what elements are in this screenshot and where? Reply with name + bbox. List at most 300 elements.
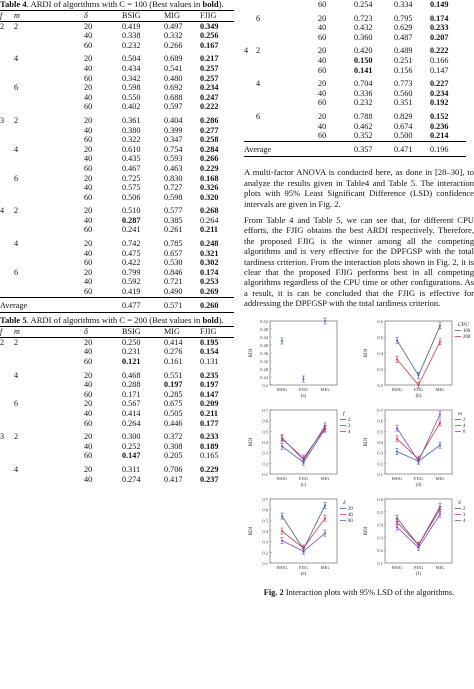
table-cell: 0.147 [122, 451, 141, 461]
data-point [324, 504, 326, 506]
table5 [0, 326, 234, 484]
table-cell: 0.227 [430, 79, 449, 89]
header-f: f [0, 11, 14, 22]
table-cell: 4 [14, 239, 19, 249]
subplot-label: (b) [415, 393, 422, 399]
y-tick-label: 0.2 [377, 547, 383, 553]
right-column [244, 0, 474, 597]
table-cell: 0.829 [394, 111, 413, 121]
table-cell [256, 33, 318, 43]
table-row [0, 337, 234, 347]
y-tick-label: 0.44 [260, 334, 268, 340]
table-cell: 2 [14, 21, 19, 31]
table-cell: 0.785 [164, 239, 183, 249]
table-cell: 4 [14, 144, 19, 154]
table5-caption: Table 5. ARDI of algorithms with C = 200 (Best values in bold). [0, 315, 224, 326]
table-cell [14, 249, 84, 259]
y-tick-label: 0.4 [377, 439, 383, 445]
table-cell: 0.799 [122, 267, 141, 277]
table-cell: 60 [318, 98, 327, 108]
x-tick-label: FJIG [413, 386, 424, 392]
table-cell: 20 [84, 370, 93, 380]
table-cell: 6 [256, 111, 261, 121]
table-cell: 40 [84, 380, 93, 390]
table-cell: 60 [84, 135, 93, 145]
paragraph-results: From Table 4 and Table 5, we can see that, for different CPU efforts, the FJIG obtains the best ARDI respectively. Therefore, the proposed FJIG is the winner among all the competing algorithms and is very effective for the DPFGSP with the total tardiness criterion. From the interaction plots shown in Fig. 2, it is clear that the proposed FJIG performs best in all competing algorithms regardless of the CPU time or other configurations. As a result, it is can be concluded that the FJIG is effective for addressing the DPFGSP with the total tardiness criterion. [244, 214, 474, 309]
table-cell [256, 98, 318, 108]
table-cell: 0.352 [354, 131, 373, 141]
y-tick-label: 0.5 [262, 428, 268, 434]
table-cell: 0.121 [122, 357, 141, 366]
table-cell: 0.704 [354, 79, 373, 89]
subplot-label: (a) [300, 393, 307, 399]
y-tick-label: 0.3 [262, 539, 268, 545]
table-cell: 0.689 [164, 54, 183, 64]
series-line [397, 509, 440, 545]
table-cell: 0.727 [164, 183, 183, 193]
table-cell: 0.150 [354, 55, 373, 65]
table-cell [0, 409, 14, 419]
table-cell: 4 [14, 54, 19, 64]
table-cell: 0.419 [122, 21, 141, 31]
interaction-plots [244, 315, 474, 583]
table-cell: 0.351 [394, 98, 413, 108]
table-cell: 0.320 [200, 192, 219, 202]
table-cell: 0.252 [122, 441, 141, 451]
table-cell: 0.258 [200, 135, 219, 145]
legend-label: 4 [463, 423, 466, 429]
y-axis-label: RDI [364, 526, 369, 535]
table-cell: 0.154 [200, 347, 219, 357]
table-cell: 0.192 [430, 98, 449, 108]
table-cell: 0.322 [122, 135, 141, 145]
y-tick-label: 0.32 [260, 358, 268, 364]
table-cell: 0.434 [122, 63, 141, 73]
table-cell: 60 [84, 192, 93, 202]
figure-2 [244, 315, 474, 597]
data-point [396, 521, 398, 523]
table-cell [0, 461, 14, 475]
legend-title: CPU [458, 321, 469, 328]
table-cell: 40 [84, 441, 93, 451]
table-cell: 0.286 [200, 115, 219, 125]
x-tick-label: FJIG [413, 564, 424, 570]
table-row [244, 42, 466, 56]
table-cell: 0.149 [430, 0, 449, 9]
table-row [244, 75, 466, 89]
table-cell: 0.361 [122, 115, 141, 125]
y-axis-label: RDI [249, 526, 254, 535]
data-point [418, 384, 420, 386]
table-row [0, 347, 234, 357]
table-cell [256, 89, 318, 99]
table-cell: 4 [256, 79, 261, 89]
table-row [0, 74, 234, 84]
table-cell: 60 [84, 357, 93, 366]
table-cell: 0.264 [200, 215, 219, 225]
table-cell [0, 102, 14, 112]
subplot-label: (e) [300, 571, 307, 577]
table-row [244, 33, 466, 43]
table-row [0, 145, 234, 155]
table-cell: 2 [14, 432, 19, 442]
table-row [0, 380, 234, 390]
y-tick-label: 0.5 [262, 517, 268, 523]
table-cell: 0.446 [164, 418, 183, 428]
y-tick-label: 0.5 [377, 509, 383, 515]
table-cell [256, 131, 318, 141]
table-row [244, 56, 466, 66]
x-tick-label: MIG [320, 475, 330, 481]
table-cell: 0.222 [430, 46, 449, 56]
y-tick-label: 0.52 [260, 318, 268, 324]
table-cell [0, 154, 14, 164]
header-bsig: BSIG [122, 327, 164, 338]
table-row [0, 112, 234, 126]
table-cell: 0.598 [122, 83, 141, 93]
table-cell [0, 174, 14, 184]
table-row [0, 50, 234, 64]
average-row [244, 141, 466, 154]
figure-caption: Fig. 2 Interaction plots with 95% LSD of the algorithms. [263, 587, 455, 597]
table-cell: 0.420 [354, 46, 373, 56]
table-cell [14, 258, 84, 268]
table-cell: 0.721 [164, 277, 183, 287]
y-tick-label: 0.40 [260, 342, 268, 348]
table-cell: 0.567 [122, 399, 141, 409]
table-row [0, 287, 234, 297]
table-cell: 2 [0, 21, 5, 31]
table-row [0, 277, 234, 287]
table-cell: 0.277 [200, 125, 219, 135]
table-cell: 0.675 [164, 399, 183, 409]
table-cell: 0.233 [430, 23, 449, 33]
table-cell: 2 [0, 337, 5, 347]
y-tick-label: 0.5 [377, 428, 383, 434]
table-cell [0, 390, 14, 400]
table-row [0, 21, 234, 31]
table-cell: 0.235 [200, 370, 219, 380]
table-cell: 2 [14, 115, 19, 125]
x-tick-label: FJIG [298, 386, 309, 392]
table-cell: 60 [84, 287, 93, 297]
table-row [0, 451, 234, 461]
table-cell [244, 108, 256, 122]
table-cell [0, 268, 14, 278]
table-cell [256, 56, 318, 66]
table-cell: 0.177 [200, 418, 219, 428]
y-axis-label: RDI [364, 348, 369, 357]
paragraph-anova: A multi-factor ANOVA is conducted here, as done in [28–30], to analyze the results given in Table4 and Table 5. The interaction plots with 95% Least Significant Difference (LSD) confidence intervals are given in Fig. 2. [244, 167, 474, 209]
average-value: 0.260 [200, 297, 234, 310]
table-cell: 0.480 [164, 73, 183, 83]
y-tick-label: 0.3 [377, 534, 383, 540]
table5-label: Table 5 [0, 315, 27, 326]
legend-title: f [343, 410, 345, 417]
series-line [282, 428, 325, 458]
table-cell: 0.167 [200, 40, 219, 50]
table-cell: 0.500 [394, 131, 413, 141]
table-cell: 0.575 [122, 183, 141, 193]
table-cell: 20 [84, 464, 93, 474]
table-cell [14, 216, 84, 226]
panel-frame [385, 499, 452, 563]
table-cell: 40 [318, 121, 327, 131]
table-cell: 0.688 [164, 92, 183, 102]
x-tick-label: FJIG [298, 475, 309, 481]
x-tick-label: BSIG [391, 564, 403, 570]
table-cell [256, 66, 318, 76]
data-point [281, 539, 283, 541]
table-row [0, 409, 234, 419]
table-cell: 0.257 [200, 73, 219, 83]
header-mig: MIG [164, 327, 200, 338]
table-cell: 40 [318, 55, 327, 65]
table-cell: 0.266 [164, 40, 183, 50]
table-cell: 0.432 [354, 23, 373, 33]
table-row [0, 357, 234, 367]
table-cell: 40 [84, 248, 93, 258]
table-cell: 40 [84, 183, 93, 193]
table-row [244, 108, 466, 122]
table4-header [0, 11, 234, 22]
table-row [0, 93, 234, 103]
header-fjig: FJIG [200, 11, 234, 22]
table-cell: 0.247 [200, 92, 219, 102]
table-cell: 0.598 [164, 192, 183, 202]
data-point [439, 413, 441, 415]
legend-label: 2 [348, 417, 351, 423]
table-cell: 40 [84, 63, 93, 73]
table-cell: 0.161 [164, 357, 183, 366]
table-cell [0, 74, 14, 84]
table-cell: 0.657 [164, 248, 183, 258]
data-point [418, 546, 420, 548]
table-row [0, 461, 234, 475]
table-cell: 0.250 [122, 337, 141, 347]
table-cell: 0.830 [164, 173, 183, 183]
table-cell [14, 451, 84, 461]
y-tick-label: 0.1 [262, 471, 268, 477]
table-bottom-rule [0, 310, 234, 313]
table-cell: 0.209 [200, 399, 219, 409]
table-cell: 6 [14, 173, 19, 183]
table-cell: 3 [0, 432, 5, 442]
y-tick-label: 0.4 [377, 522, 383, 528]
y-tick-label: 0.36 [260, 350, 268, 356]
table-cell: 0.268 [200, 206, 219, 216]
data-point [281, 515, 283, 517]
table-cell: 0.257 [200, 63, 219, 73]
table-cell: 6 [14, 399, 19, 409]
table-cell: 20 [84, 54, 93, 64]
data-point [324, 425, 326, 427]
header-m: m [14, 11, 84, 22]
table-cell [14, 442, 84, 452]
table-cell: 0.338 [122, 31, 141, 41]
y-tick-label: 0.6 [377, 418, 383, 424]
table-cell: 60 [318, 32, 327, 42]
table-row [0, 258, 234, 268]
data-point [439, 508, 441, 510]
table-row [0, 164, 234, 174]
table-row [0, 135, 234, 145]
data-point [324, 532, 326, 534]
table-row [0, 202, 234, 216]
table-cell [14, 475, 84, 485]
data-point [281, 530, 283, 532]
table-cell [0, 249, 14, 259]
header-fjig: FJIG [200, 327, 234, 338]
table-cell [14, 409, 84, 419]
data-point [303, 459, 305, 461]
table-cell: 0.788 [354, 111, 373, 121]
table-row [244, 122, 466, 132]
table-cell: 0.174 [430, 13, 449, 23]
table-cell: 40 [84, 31, 93, 41]
table-cell: 0.846 [164, 267, 183, 277]
table-cell [0, 164, 14, 174]
table-cell: 0.592 [122, 277, 141, 287]
table-cell [14, 225, 84, 235]
y-tick-label: 0.6 [262, 507, 268, 513]
table-cell: 60 [84, 451, 93, 461]
y-tick-label: 0.3 [377, 450, 383, 456]
table5-continued [244, 0, 466, 157]
table-cell: 0.560 [394, 88, 413, 98]
table-cell: 0.723 [354, 13, 373, 23]
header-bsig: BSIG [122, 11, 164, 22]
table-cell: 0.300 [122, 432, 141, 442]
y-tick-label: 0.2 [377, 460, 383, 466]
table-cell: 0.311 [122, 464, 141, 474]
data-point [324, 517, 326, 519]
table-cell: 0.174 [200, 267, 219, 277]
text-block [244, 167, 474, 308]
table-cell: 0.349 [200, 21, 219, 31]
y-tick-label: 0.6 [377, 318, 383, 324]
table-cell [14, 135, 84, 145]
x-tick-label: FJIG [413, 475, 424, 481]
data-point [418, 460, 420, 462]
table-cell [244, 33, 256, 43]
table-cell [0, 225, 14, 235]
y-tick-label: 0.3 [377, 366, 383, 372]
legend-label: 40 [348, 512, 353, 518]
table-cell: 20 [84, 144, 93, 154]
table-cell: 0.285 [164, 389, 183, 399]
table-row [0, 419, 234, 429]
table-cell: 60 [84, 102, 93, 112]
table-cell [14, 74, 84, 84]
table-cell [14, 164, 84, 174]
table-cell: 0.404 [164, 115, 183, 125]
table-cell: 60 [84, 258, 93, 268]
y-tick-label: 0.24 [260, 374, 268, 380]
table-cell: 0.166 [430, 55, 449, 65]
y-axis-label: RDI [249, 437, 254, 446]
table-cell: 0.269 [200, 287, 219, 297]
table-cell: 0.251 [394, 55, 413, 65]
table-cell [0, 83, 14, 93]
y-tick-label: 0.7 [377, 407, 383, 413]
table-cell [0, 380, 14, 390]
table-row [0, 268, 234, 278]
average-label: Average [0, 297, 122, 310]
data-point [324, 320, 326, 322]
table-row [244, 98, 466, 108]
table-cell: 0.332 [164, 31, 183, 41]
table-row [0, 428, 234, 442]
table-cell: 20 [84, 239, 93, 249]
table-row [244, 0, 466, 10]
table-cell: 0.156 [394, 65, 413, 75]
table-cell: 2 [256, 46, 261, 56]
table-cell [14, 93, 84, 103]
y-tick-label: 0.48 [260, 326, 268, 332]
table-cell: 0.264 [122, 418, 141, 428]
table-cell: 20 [318, 13, 327, 23]
table-cell: 0.288 [122, 380, 141, 390]
table-cell [14, 154, 84, 164]
table-cell: 0.577 [164, 206, 183, 216]
legend-label: 200 [463, 334, 471, 340]
data-point [396, 450, 398, 452]
table-cell: 0.131 [200, 357, 219, 366]
table-cell: 0.211 [200, 408, 218, 418]
y-tick-label: 0.6 [377, 496, 383, 502]
table-cell: 40 [84, 277, 93, 287]
subplot-label: (d) [415, 482, 422, 488]
legend-label: 100 [463, 328, 471, 334]
table-cell: 0.232 [122, 40, 141, 50]
table-cell [14, 380, 84, 390]
table-cell [0, 93, 14, 103]
data-point [439, 513, 441, 515]
table-cell [14, 277, 84, 287]
table-row [0, 475, 234, 485]
table-row [244, 10, 466, 24]
x-tick-label: BSIG [276, 475, 288, 481]
table-cell [0, 216, 14, 226]
table-cell [244, 0, 256, 10]
y-tick-label: 0.1 [377, 471, 383, 477]
table-row [0, 193, 234, 203]
table-cell: 0.214 [430, 131, 449, 141]
table-cell: 40 [318, 88, 327, 98]
table-cell: 60 [84, 418, 93, 428]
legend-label: 60 [348, 518, 353, 524]
subplot-label: (f) [416, 571, 421, 577]
table-cell: 40 [84, 154, 93, 164]
data-point [281, 436, 283, 438]
table-cell [14, 183, 84, 193]
y-tick-label: 0.7 [262, 496, 268, 502]
table-cell: 0.419 [122, 287, 141, 297]
left-column [0, 0, 234, 484]
table4-caption: Table 4. ARDI of algorithms with C = 100 (Best values in bold). [0, 0, 224, 9]
table-cell: 0.237 [200, 474, 219, 484]
table-cell: 0.342 [122, 73, 141, 83]
table-cell: 0.475 [122, 248, 141, 258]
table-cell [14, 102, 84, 112]
table-cell: 0.489 [394, 46, 413, 56]
table-cell [244, 98, 256, 108]
table-row [244, 66, 466, 76]
table-bottom-rule [244, 154, 466, 157]
table-row [0, 83, 234, 93]
table-cell: 20 [84, 115, 93, 125]
